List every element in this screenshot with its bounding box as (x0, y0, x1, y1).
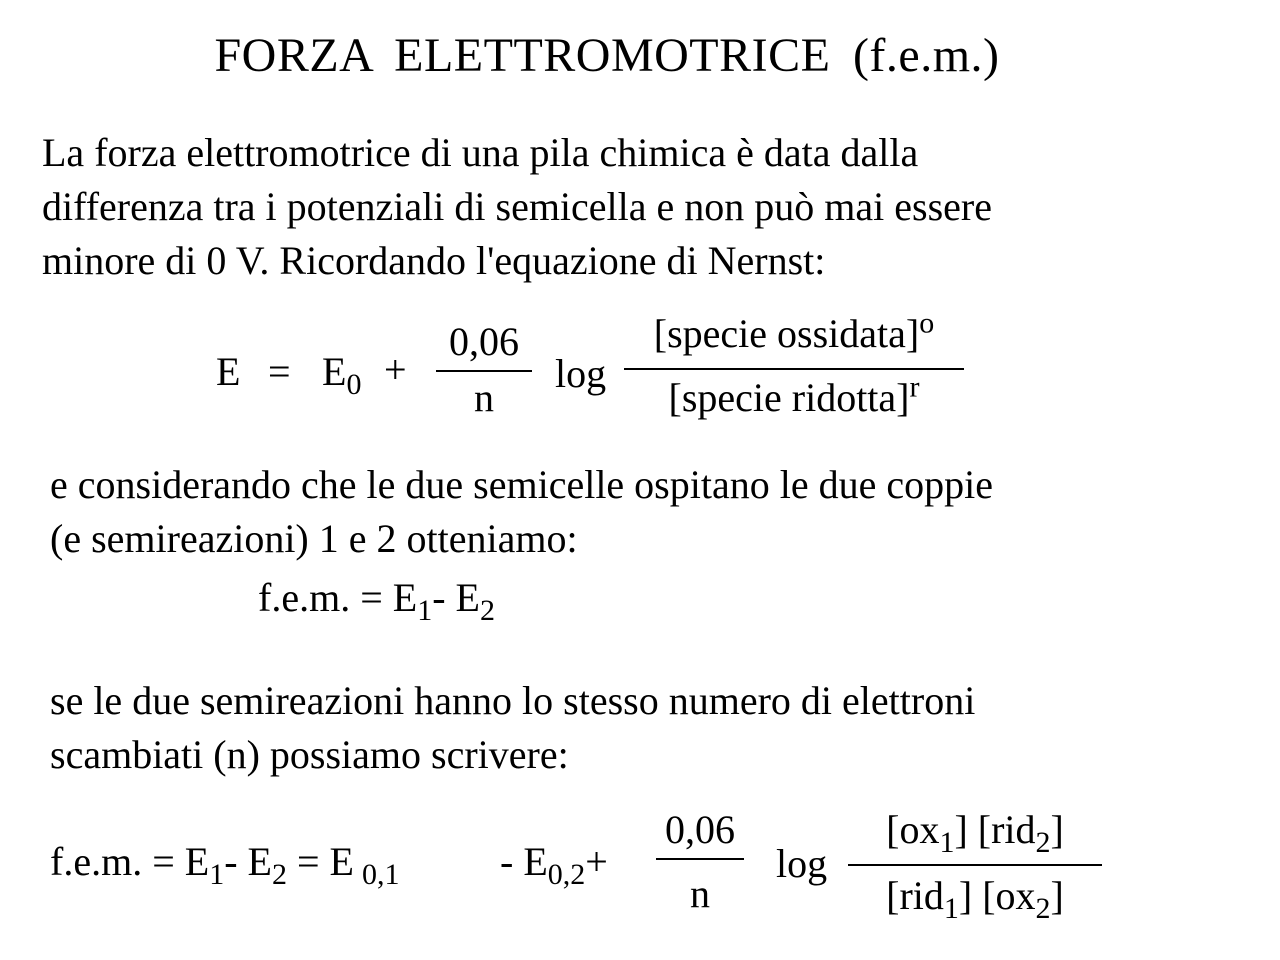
fem-fraction-denominator: [rid$_1$] $[ox_2]$ (886, 873, 1064, 925)
nernst-e0: E (322, 349, 347, 394)
fem-log: log (776, 841, 828, 886)
intro-line: La forza elettromotrice di una pila chimica è data dalla (42, 130, 919, 175)
fem-equation: f.e.m. = $E_1-$ $E_2$ (258, 575, 495, 627)
fem-full-lhs: f.e.m. = $E_1-$ $E_2 = E$ $_{0,1}$ (50, 839, 400, 891)
last-line: scambiati (n) possiamo scrivere: (50, 732, 569, 777)
fem-fraction-bar (848, 864, 1102, 866)
nernst-log: log (555, 351, 607, 396)
fem-fraction-numerator: $[ox_1]$ [rid$_2$] (886, 807, 1064, 859)
coefficient-numerator: 0,06 (449, 319, 519, 364)
fraction-numerator: [specie ossidata]$^o$ (653, 306, 935, 356)
fem-coefficient-bar (656, 858, 744, 860)
fem-full-e02: - $E_{0,2}+$ (500, 839, 608, 891)
numerator-exponent: o (919, 306, 935, 340)
fem-coefficient-denominator: n (690, 871, 710, 916)
nernst-e: E (216, 349, 241, 394)
fraction-denominator: [specie ridotta]$^r$ (668, 370, 920, 420)
fem-coefficient-numerator: 0,06 (665, 807, 735, 852)
intro-line: differenza tra i potenziali di semicella e non può mai essere (42, 184, 992, 229)
middle-line: e considerando che le due semicelle ospitano le due coppie (50, 462, 993, 507)
nernst-e0-sub: 0 (346, 368, 362, 401)
coefficient-denominator: n (474, 375, 494, 420)
intro-line: minore di 0 V. Ricordando l'equazione di Nernst: (42, 238, 826, 283)
page-title: FORZA ELETTROMOTRICE (f.e.m.) (214, 29, 1000, 82)
fem-coefficient (656, 806, 744, 916)
fem-fraction (848, 806, 1102, 926)
middle-line: (e semireazioni) 1 e 2 otteniamo: (50, 516, 578, 561)
denominator-exponent: r (909, 370, 920, 404)
nernst-equals: = (268, 349, 291, 394)
nernst-plus: + (384, 347, 407, 392)
last-line: se le due semireazioni hanno lo stesso numero di elettroni (50, 678, 976, 723)
